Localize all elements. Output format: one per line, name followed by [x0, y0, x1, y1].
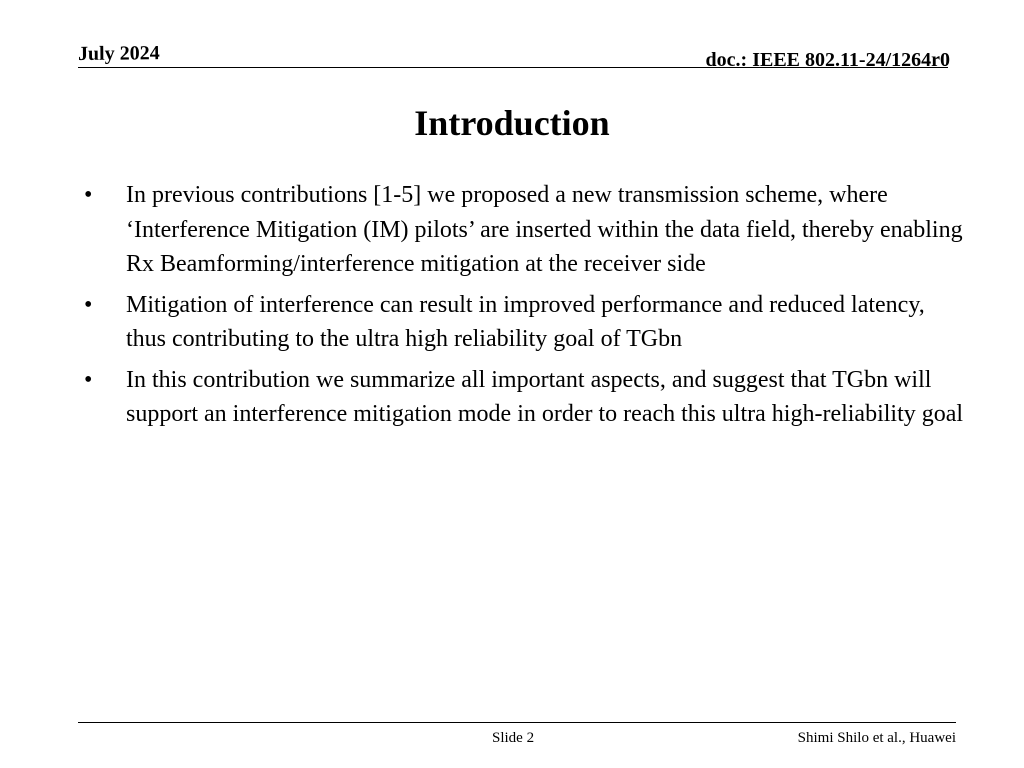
bullet-marker: • [84, 291, 93, 318]
bullet-text: In this contribution we summarize all important aspects, and suggest that TGbn will support an interference mitigation mode in order to reach this ultra high-reliability goal [126, 366, 964, 427]
header-date: July 2024 [77, 42, 160, 65]
footer-author: Shimi Shilo et al., Huawei [797, 730, 956, 746]
footer-slide-number: Slide 2 [492, 730, 535, 746]
bullet-marker: • [84, 366, 93, 393]
bullet-item [84, 178, 964, 282]
bullet-text: In previous contributions [1-5] we proposed a new transmission scheme, where ‘Interference Mitigation (IM) pilots’ are inserted within the data field, thereby enabling Rx Beamforming/interference mitigation at the receiver side [126, 182, 963, 277]
bullet-item [84, 288, 964, 357]
header-doc-id: doc.: IEEE 802.11-24/1264r0 [705, 49, 950, 71]
bullet-item [84, 363, 964, 432]
bullet-list [84, 178, 964, 438]
footer-divider [78, 722, 956, 723]
bullet-marker: • [84, 182, 93, 208]
header-divider [78, 67, 948, 68]
bullet-text: Mitigation of interference can result in improved performance and reduced latency, thus contributing to the ultra high reliability goal of TGbn [126, 291, 925, 352]
slide-title: Introduction [414, 103, 610, 143]
